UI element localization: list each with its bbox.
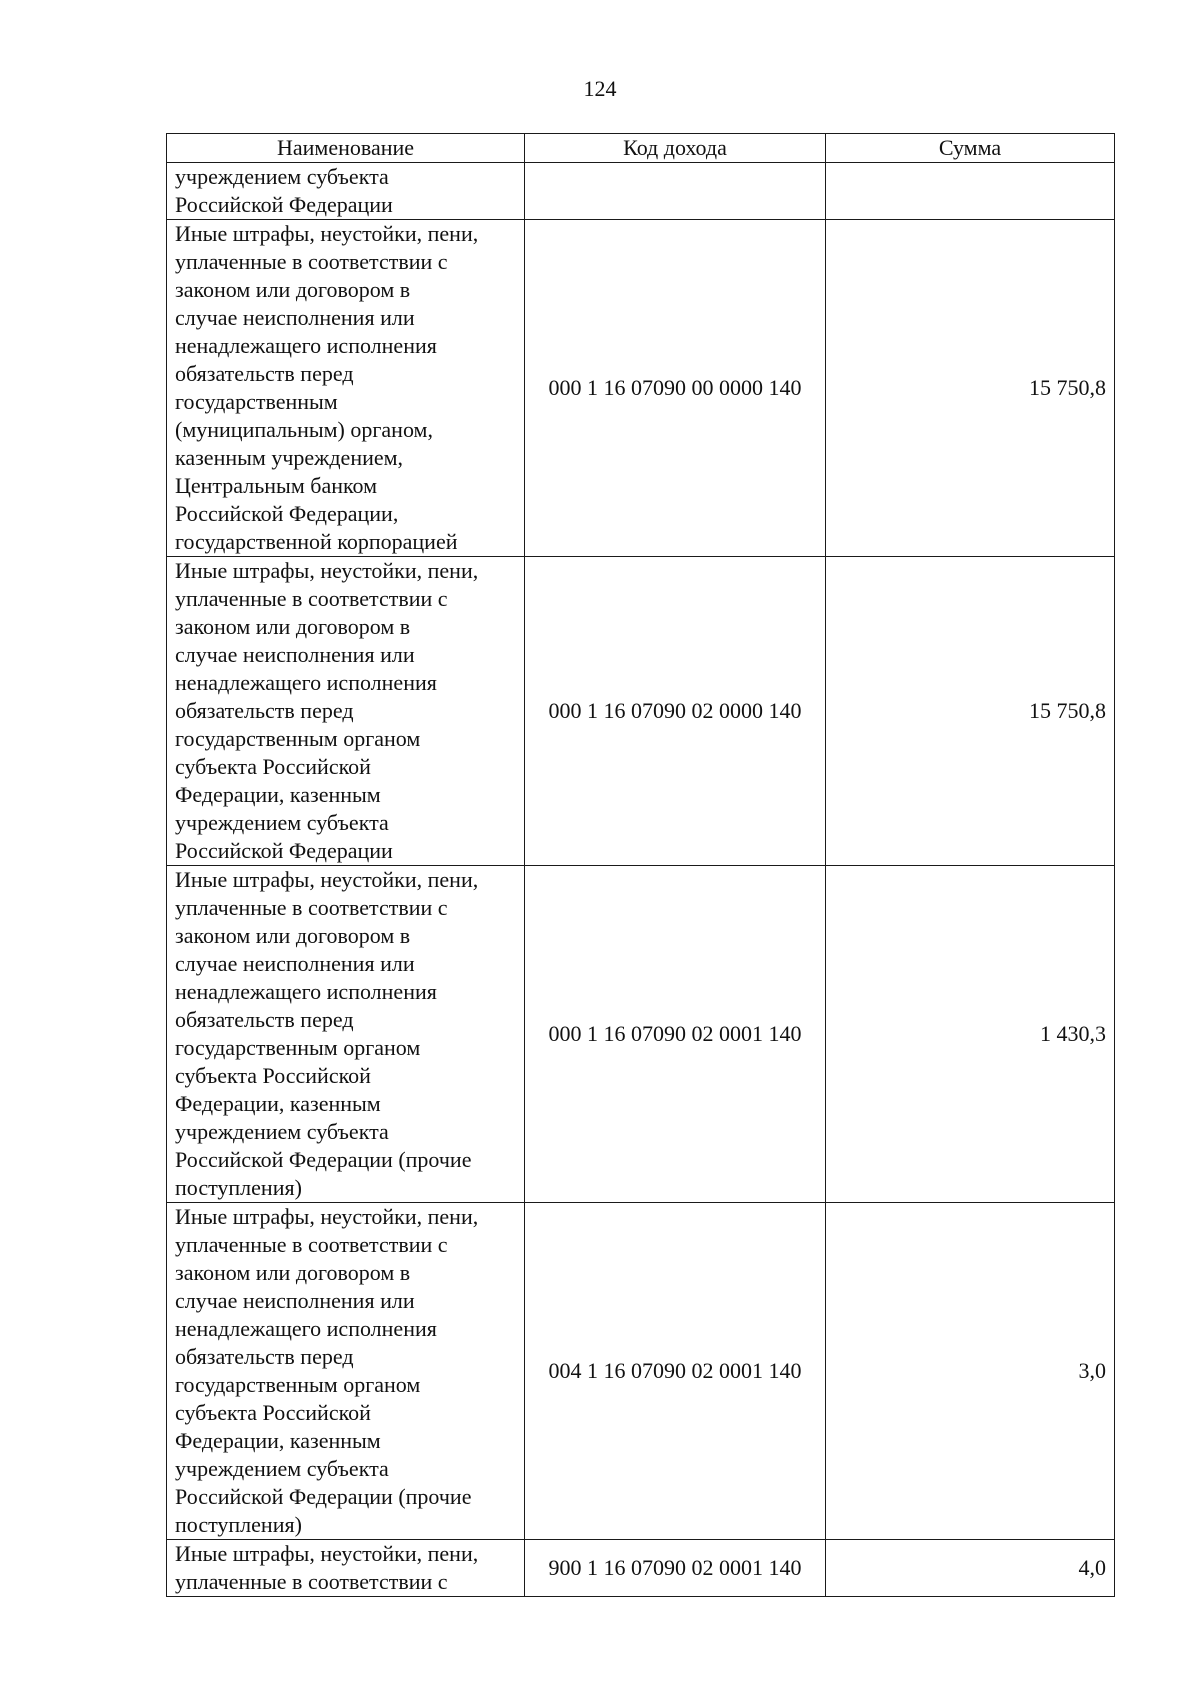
cell-code: 900 1 16 07090 02 0001 140 bbox=[525, 1540, 826, 1597]
revenue-table bbox=[166, 133, 1115, 1597]
cell-name bbox=[167, 1540, 525, 1597]
name-line: поступления) bbox=[175, 1175, 302, 1200]
name-line: Федерации, казенным bbox=[175, 1428, 381, 1453]
name-line: случае неисполнения или bbox=[175, 642, 415, 667]
name-line: ненадлежащего исполнения bbox=[175, 1316, 437, 1341]
name-line: Иные штрафы, неустойки, пени, bbox=[175, 1541, 479, 1566]
table-row bbox=[167, 866, 1115, 1203]
name-line: случае неисполнения или bbox=[175, 951, 415, 976]
cell-sum: 4,0 bbox=[826, 1540, 1115, 1597]
cell-name bbox=[167, 163, 525, 220]
name-line: учреждением субъекта bbox=[175, 164, 389, 189]
table-row bbox=[167, 1540, 1115, 1597]
name-line: государственной корпорацией bbox=[175, 529, 458, 554]
name-line: Иные штрафы, неустойки, пени, bbox=[175, 1204, 479, 1229]
name-line: уплаченные в соответствии с bbox=[175, 249, 448, 274]
cell-name bbox=[167, 1203, 525, 1540]
table-body bbox=[167, 163, 1115, 1597]
name-line: уплаченные в соответствии с bbox=[175, 895, 448, 920]
name-line: государственным органом bbox=[175, 1372, 421, 1397]
name-line: законом или договором в bbox=[175, 923, 411, 948]
table-row bbox=[167, 557, 1115, 866]
name-line: законом или договором в bbox=[175, 1260, 411, 1285]
cell-code: 000 1 16 07090 02 0001 140 bbox=[525, 866, 826, 1203]
name-line: законом или договором в bbox=[175, 277, 411, 302]
name-line: государственным органом bbox=[175, 726, 421, 751]
name-line: Российской Федерации (прочие bbox=[175, 1147, 472, 1172]
cell-sum: 1 430,3 bbox=[826, 866, 1115, 1203]
name-line: ненадлежащего исполнения bbox=[175, 670, 437, 695]
name-line: случае неисполнения или bbox=[175, 305, 415, 330]
column-header-name: Наименование bbox=[167, 134, 525, 163]
name-line: государственным bbox=[175, 389, 338, 414]
table-row bbox=[167, 220, 1115, 557]
name-line: субъекта Российской bbox=[175, 1063, 371, 1088]
name-line: уплаченные в соответствии с bbox=[175, 1569, 448, 1594]
name-line: Иные штрафы, неустойки, пени, bbox=[175, 221, 479, 246]
name-line: Российской Федерации bbox=[175, 838, 393, 863]
cell-sum: 3,0 bbox=[826, 1203, 1115, 1540]
name-line: казенным учреждением, bbox=[175, 445, 404, 470]
cell-name bbox=[167, 557, 525, 866]
name-line: Российской Федерации bbox=[175, 192, 393, 217]
column-header-sum: Сумма bbox=[826, 134, 1115, 163]
name-line: Российской Федерации (прочие bbox=[175, 1484, 472, 1509]
table-row bbox=[167, 1203, 1115, 1540]
name-line: учреждением субъекта bbox=[175, 810, 389, 835]
name-line: субъекта Российской bbox=[175, 1400, 371, 1425]
name-line: Федерации, казенным bbox=[175, 1091, 381, 1116]
name-line: случае неисполнения или bbox=[175, 1288, 415, 1313]
name-line: (муниципальным) органом, bbox=[175, 417, 433, 442]
name-line: Центральным банком bbox=[175, 473, 378, 498]
table-header-row bbox=[167, 134, 1115, 163]
name-line: субъекта Российской bbox=[175, 754, 371, 779]
name-line: Российской Федерации, bbox=[175, 501, 399, 526]
name-line: учреждением субъекта bbox=[175, 1119, 389, 1144]
cell-sum bbox=[826, 163, 1115, 220]
name-line: обязательств перед bbox=[175, 1344, 354, 1369]
cell-sum: 15 750,8 bbox=[826, 557, 1115, 866]
column-header-code: Код дохода bbox=[525, 134, 826, 163]
name-line: Федерации, казенным bbox=[175, 782, 381, 807]
cell-name bbox=[167, 866, 525, 1203]
name-line: законом или договором в bbox=[175, 614, 411, 639]
name-line: государственным органом bbox=[175, 1035, 421, 1060]
cell-code: 004 1 16 07090 02 0001 140 bbox=[525, 1203, 826, 1540]
name-line: Иные штрафы, неустойки, пени, bbox=[175, 558, 479, 583]
name-line: обязательств перед bbox=[175, 1007, 354, 1032]
name-line: поступления) bbox=[175, 1512, 302, 1537]
cell-code: 000 1 16 07090 00 0000 140 bbox=[525, 220, 826, 557]
cell-code: 000 1 16 07090 02 0000 140 bbox=[525, 557, 826, 866]
name-line: обязательств перед bbox=[175, 361, 354, 386]
cell-sum: 15 750,8 bbox=[826, 220, 1115, 557]
table-row bbox=[167, 163, 1115, 220]
cell-code bbox=[525, 163, 826, 220]
cell-name bbox=[167, 220, 525, 557]
page-number: 124 bbox=[583, 76, 617, 101]
name-line: обязательств перед bbox=[175, 698, 354, 723]
name-line: Иные штрафы, неустойки, пени, bbox=[175, 867, 479, 892]
name-line: ненадлежащего исполнения bbox=[175, 979, 437, 1004]
name-line: уплаченные в соответствии с bbox=[175, 1232, 448, 1257]
name-line: ненадлежащего исполнения bbox=[175, 333, 437, 358]
name-line: учреждением субъекта bbox=[175, 1456, 389, 1481]
name-line: уплаченные в соответствии с bbox=[175, 586, 448, 611]
